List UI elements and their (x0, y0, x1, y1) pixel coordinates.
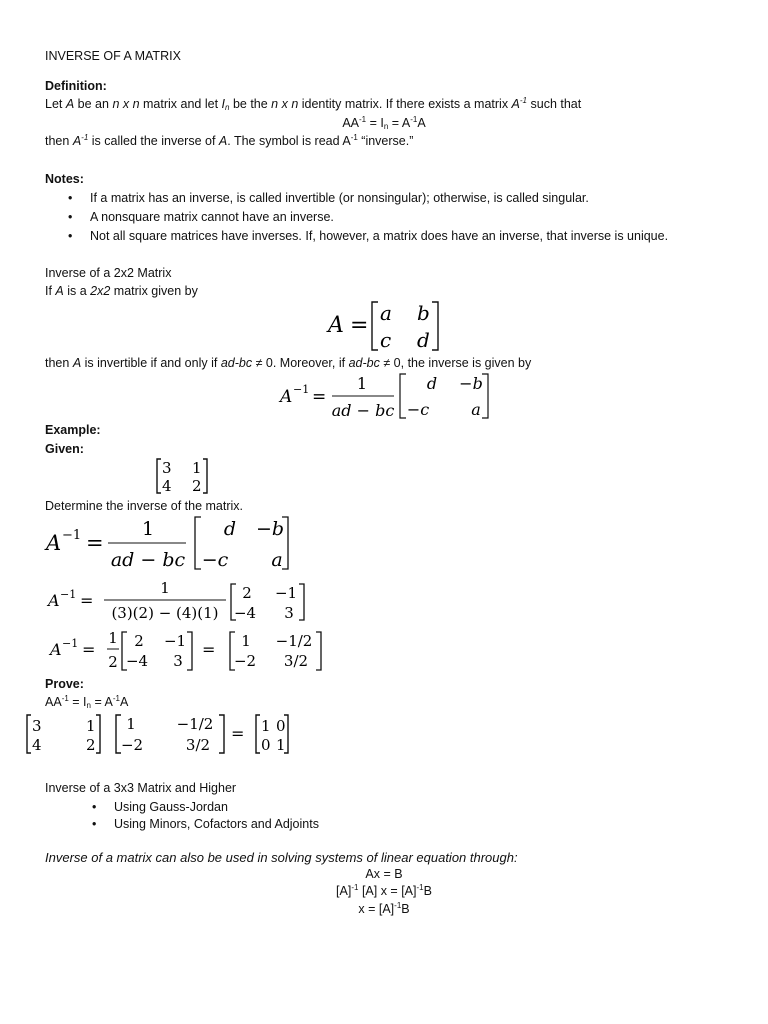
svg-text:3/2: 3/2 (283, 652, 309, 670)
svg-text:3: 3 (173, 652, 183, 670)
given-label: Given: (45, 442, 84, 456)
svg-text:b: b (417, 301, 430, 325)
linear-eq-1: Ax = B (365, 867, 403, 881)
inverse-3x3-heading: Inverse of a 3x3 Matrix and Higher (45, 781, 237, 795)
svg-text:−1/2: −1/2 (275, 632, 313, 650)
svg-text:2: 2 (242, 584, 252, 602)
svg-text:=: = (231, 724, 245, 743)
svg-text:0: 0 (261, 736, 271, 754)
svg-text:2: 2 (108, 653, 118, 671)
svg-text:4: 4 (32, 736, 42, 754)
list-item: • Not all square matrices have inverses. If, however, a matrix does have an inverse, that inverse is unique. (68, 229, 669, 243)
svg-text:2: 2 (134, 632, 144, 650)
bullet-icon: • (92, 817, 97, 831)
svg-text:1: 1 (86, 717, 96, 735)
svg-text:1: 1 (241, 632, 251, 650)
page-title: INVERSE OF A MATRIX (45, 49, 181, 63)
svg-text:1: 1 (126, 715, 136, 733)
svg-text:−1: −1 (274, 584, 298, 602)
definition-line-1: Let A be an n x n matrix and let $I_n$ be the n x n identity matrix. If there exists a matrix $A^{-1}$ such that (45, 96, 582, 112)
svg-text:d: d (417, 328, 430, 352)
svg-text:=: = (82, 640, 96, 659)
list-item: • If a matrix has an inverse, is called invertible (or nonsingular); otherwise, is called singular. (68, 191, 589, 205)
svg-text:a: a (380, 301, 392, 325)
prove-multiplication (20, 712, 300, 756)
bullet-icon: • (68, 229, 73, 243)
definition-line-3: then $A^{-1}$ is called the inverse of A. The symbol is read $A^{-1}$ “inverse.” (45, 133, 414, 148)
svg-text:3: 3 (284, 604, 294, 622)
matrix-a-definition (320, 296, 450, 354)
svg-text:1: 1 (261, 717, 271, 735)
svg-text:1: 1 (192, 459, 202, 477)
notes-heading: Notes: (45, 172, 84, 186)
inverse-2x2-line-1: If A is a 2x2 matrix given by (45, 284, 198, 298)
linear-eq-2: $[A]^{-1}$ [A] $x = [A]^{-1}B$ (336, 883, 432, 898)
svg-text:1: 1 (141, 518, 155, 540)
svg-text:=: = (202, 640, 216, 659)
svg-text:−b: −b (255, 518, 285, 540)
svg-text:−1: −1 (60, 588, 77, 601)
svg-text:=: = (86, 531, 104, 555)
svg-text:1: 1 (276, 736, 286, 754)
svg-text:d: d (426, 374, 438, 393)
bullet-icon: • (68, 210, 73, 224)
svg-text:3/2: 3/2 (185, 736, 211, 754)
svg-text:−2: −2 (233, 652, 257, 670)
svg-text:−1: −1 (62, 528, 82, 543)
linear-eq-3: $x = [A]^{-1}B$ (358, 901, 410, 916)
svg-text:−1: −1 (62, 637, 79, 650)
given-matrix (154, 456, 214, 496)
svg-text:2: 2 (192, 477, 202, 495)
inverse-formula (278, 370, 493, 424)
step-1-formula (44, 513, 294, 573)
prove-equation: $AA^{-1} = I_n = A^{-1}A$ (45, 694, 129, 710)
definition-equation: $AA^{-1} = I_n = A^{-1}A$ (342, 115, 426, 131)
list-item: • Using Minors, Cofactors and Adjoints (92, 817, 319, 831)
svg-text:−b: −b (459, 374, 483, 393)
svg-text:ad − bc: ad − bc (110, 549, 186, 571)
svg-text:=: = (80, 591, 94, 610)
svg-text:−1: −1 (163, 632, 187, 650)
svg-text:−2: −2 (120, 736, 144, 754)
determine-text: Determine the inverse of the matrix. (45, 499, 243, 513)
bullet-icon: • (92, 800, 97, 814)
svg-text:−c: −c (201, 549, 229, 571)
linear-intro: Inverse of a matrix can also be used in solving systems of linear equation through: (45, 850, 518, 865)
svg-text:(3)(2) − (4)(1): (3)(2) − (4)(1) (111, 604, 219, 622)
list-item: • Using Gauss-Jordan (92, 800, 228, 814)
inverse-2x2-heading: Inverse of a 2x2 Matrix (45, 266, 172, 280)
list-item: • A nonsquare matrix cannot have an inverse. (68, 210, 334, 224)
svg-text:−1: −1 (293, 383, 310, 396)
svg-text:ad − bc: ad − bc (331, 401, 395, 420)
svg-text:1: 1 (356, 374, 368, 393)
svg-text:1: 1 (108, 629, 118, 647)
svg-text:=: = (350, 313, 369, 338)
svg-text:−4: −4 (125, 652, 149, 670)
svg-text:a: a (471, 400, 481, 419)
definition-heading: Definition: (45, 79, 107, 93)
svg-text:1: 1 (160, 579, 170, 597)
svg-text:4: 4 (162, 477, 172, 495)
svg-text:2: 2 (86, 736, 96, 754)
svg-text:−1/2: −1/2 (176, 715, 214, 733)
svg-text:A: A (48, 591, 60, 610)
inverse-2x2-line-2: then A is invertible if and only if ad-bc ≠ 0. Moreover, if ad-bc ≠ 0, the inverse is given by (45, 356, 532, 370)
example-heading: Example: (45, 423, 101, 437)
svg-text:=: = (312, 387, 327, 407)
svg-text:d: d (223, 518, 237, 540)
step-2-formula (44, 578, 314, 626)
svg-text:−4: −4 (233, 604, 257, 622)
svg-text:3: 3 (162, 459, 172, 477)
svg-text:a: a (271, 549, 283, 571)
prove-heading: Prove: (45, 677, 84, 691)
svg-text:c: c (380, 328, 392, 352)
svg-text:3: 3 (32, 717, 42, 735)
svg-text:A: A (280, 387, 293, 407)
svg-text:0: 0 (276, 717, 286, 735)
bullet-icon: • (68, 191, 73, 205)
step-3-formula (44, 628, 334, 674)
svg-text:A: A (50, 640, 62, 659)
svg-text:A: A (46, 531, 62, 555)
svg-text:−c: −c (406, 400, 430, 419)
svg-text:A: A (328, 313, 344, 338)
